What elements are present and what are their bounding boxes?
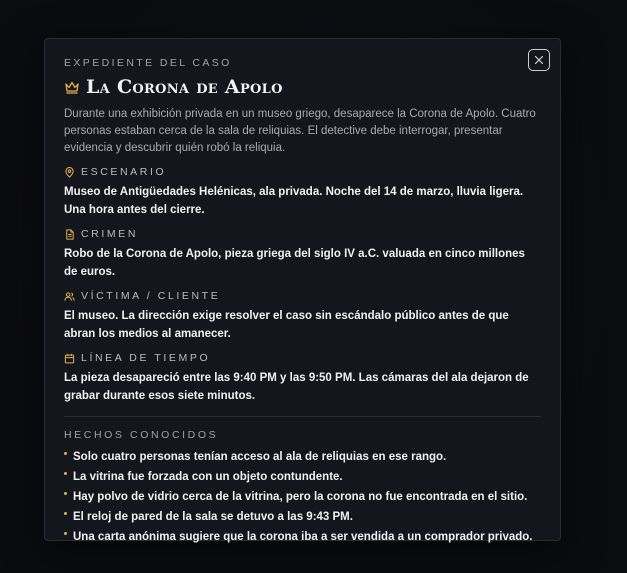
bullet-dot [64,472,67,475]
fact-text: Una carta anónima sugiere que la corona iba a ser vendida a un comprador privado. [73,531,533,543]
section-header [64,352,541,364]
section-header [64,228,541,240]
case-file-modal [44,38,561,541]
list-item [64,487,541,507]
section-label: LÍNEA DE TIEMPO [81,352,211,364]
list-item [64,507,541,527]
section-label: VÍCTIMA / CLIENTE [81,290,221,302]
close-button[interactable] [528,49,550,71]
section-text: Robo de la Corona de Apolo, pieza griega del siglo IV a.C. valuada en cinco millones de euros. [64,248,525,278]
map-pin-icon [64,167,75,178]
section-text: El museo. La dirección exige resolver el caso sin escándalo público antes de que abran los medios al amanecer. [64,310,509,340]
calendar-icon [64,353,75,364]
fact-text: Solo cuatro personas tenían acceso al ala de reliquias en ese rango. [73,451,447,463]
section-text: La pieza desapareció entre las 9:40 PM y las 9:50 PM. Las cámaras del ala dejaron de grabar durante esos siete minutos. [64,372,529,402]
section-crime [64,228,541,281]
section-text: Museo de Antigüedades Helénicas, ala privada. Noche del 14 de marzo, lluvia ligera. Una hora antes del cierre. [64,186,524,216]
list-item [64,447,541,467]
section-header [64,166,541,178]
title-row [64,74,541,100]
fact-text: El reloj de pared de la sala se detuvo a las 9:43 PM. [73,511,353,523]
bullet-dot [64,512,67,515]
eyebrow-label: EXPEDIENTE DEL CASO [64,57,232,69]
facts-header: HECHOS CONOCIDOS [64,429,219,441]
list-item [64,527,541,547]
fact-text: La vitrina fue forzada con un objeto contundente. [73,471,343,483]
close-icon [534,55,544,65]
section-label: CRIMEN [81,228,139,240]
facts-list [64,447,541,547]
case-title: La Corona de Apolo [86,76,283,98]
crown-icon [64,79,80,95]
bullet-dot [64,492,67,495]
users-icon [64,291,75,302]
section-timeline [64,352,541,405]
bullet-dot [64,532,67,535]
document-icon [64,229,75,240]
section-victim [64,290,541,343]
bullet-dot [64,452,67,455]
section-scenario [64,166,541,219]
divider [64,416,541,417]
section-label: ESCENARIO [81,166,167,178]
list-item [64,467,541,487]
case-intro: Durante una exhibición privada en un museo griego, desaparece la Corona de Apolo. Cuatro personas estaban cerca de la sala de reliquias. El detective debe interrogar, presentar evidencia y descubrir quién robó la reliquia. [64,108,536,154]
section-header [64,290,541,302]
fact-text: Hay polvo de vidrio cerca de la vitrina, pero la corona no fue encontrada en el sitio. [73,491,528,503]
